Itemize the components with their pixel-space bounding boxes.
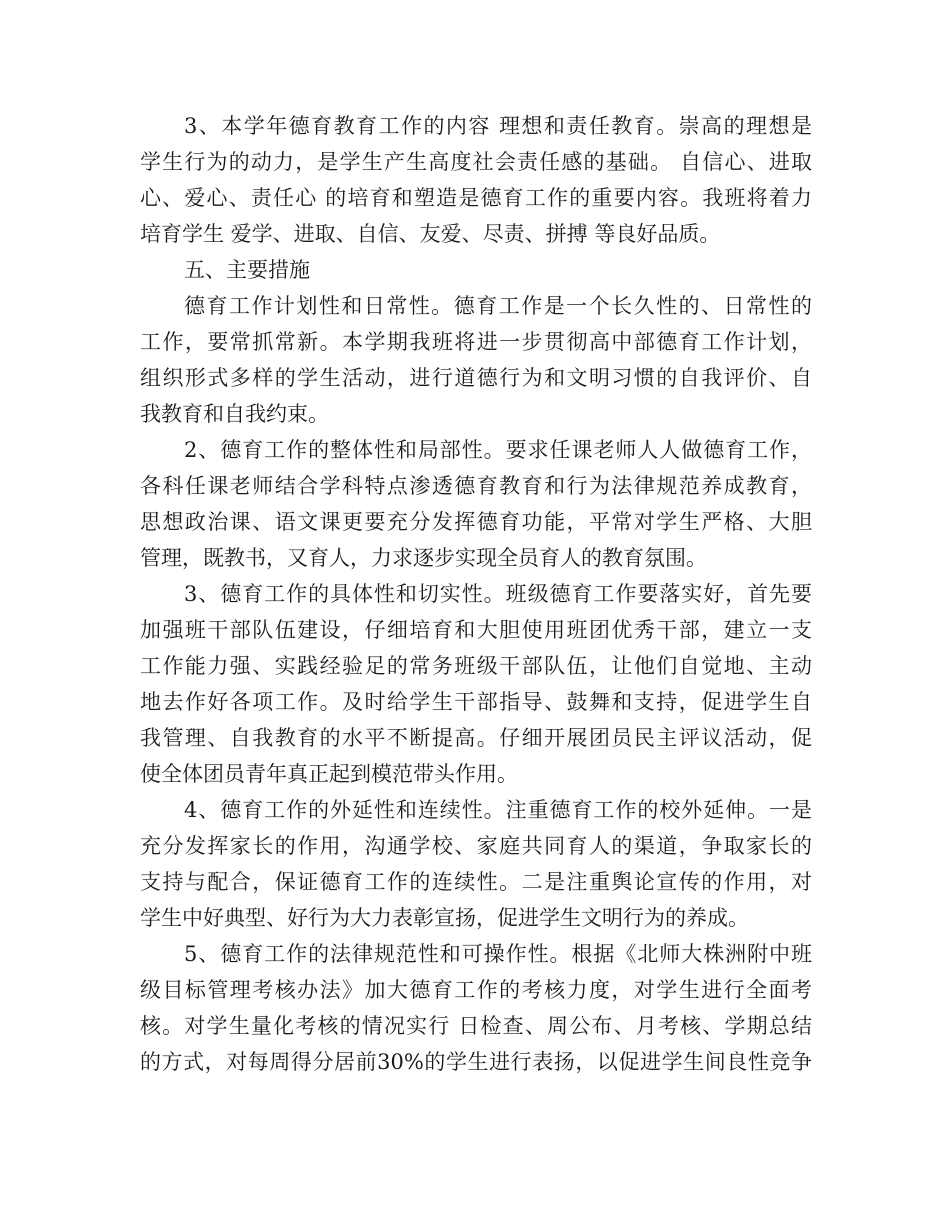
- text-line: 支持与配合，保证德育工作的连续性。二是注重舆论宣传的作用，对: [140, 870, 812, 894]
- text-line: 3、本学年德育教育工作的内容 理想和责任教育。崇高的理想是: [184, 114, 812, 138]
- text-line: 组织形式多样的学生活动，进行道德行为和文明习惯的自我评价、自: [140, 366, 812, 390]
- text-line: 2、德育工作的整体性和局部性。要求任课老师人人做德育工作，: [184, 438, 812, 462]
- text-line: 5、德育工作的法律规范性和可操作性。根据《北师大株洲附中班: [184, 942, 812, 966]
- text-line: 工作能力强、实践经验足的常务班级干部队伍，让他们自觉地、主动: [140, 654, 812, 678]
- text-line: 加强班干部队伍建设，仔细培育和大胆使用班团优秀干部，建立一支: [140, 618, 812, 642]
- text-line: 我管理、自我教育的水平不断提高。仔细开展团员民主评议活动，促: [140, 726, 812, 750]
- text-line: 培育学生 爱学、进取、自信、友爱、尽责、拼搏 等良好品质。: [140, 222, 721, 246]
- text-line: 地去作好各项工作。及时给学生干部指导、鼓舞和支持，促进学生自: [140, 690, 812, 714]
- text-line: 管理，既教书，又育人，力求逐步实现全员育人的教育氛围。: [140, 546, 707, 570]
- text-line: 工作，要常抓常新。本学期我班将进一步贯彻高中部德育工作计划，: [140, 330, 812, 354]
- text-line: 的方式，对每周得分居前30%的学生进行表扬，以促进学生间良性竞争: [140, 1050, 812, 1074]
- text-line: 各科任课老师结合学科特点渗透德育教育和行为法律规范养成教育，: [140, 474, 812, 498]
- text-line: 我教育和自我约束。: [140, 402, 329, 426]
- text-line: 充分发挥家长的作用，沟通学校、家庭共同育人的渠道，争取家长的: [140, 834, 812, 858]
- text-line: 心、爱心、责任心 的培育和塑造是德育工作的重要内容。我班将着力: [140, 186, 812, 210]
- text-line: 德育工作计划性和日常性。德育工作是一个长久性的、日常性的: [184, 294, 812, 318]
- text-line: 五、主要措施: [184, 258, 310, 282]
- text-line: 4、德育工作的外延性和连续性。注重德育工作的校外延伸。一是: [184, 798, 812, 822]
- text-line: 思想政治课、语文课更要充分发挥德育功能，平常对学生严格、大胆: [140, 510, 812, 534]
- document-body: [140, 108, 812, 1080]
- text-line: 核。对学生量化考核的情况实行 日检查、周公布、月考核、学期总结: [140, 1014, 812, 1038]
- text-line: 3、德育工作的具体性和切实性。班级德育工作要落实好，首先要: [184, 582, 812, 606]
- text-line: 使全体团员青年真正起到模范带头作用。: [140, 762, 518, 786]
- text-line: 学生行为的动力，是学生产生高度社会责任感的基础。 自信心、进取: [140, 150, 812, 174]
- text-line: 学生中好典型、好行为大力表彰宣扬，促进学生文明行为的养成。: [140, 906, 749, 930]
- text-line: 级目标管理考核办法》加大德育工作的考核力度，对学生进行全面考: [140, 978, 812, 1002]
